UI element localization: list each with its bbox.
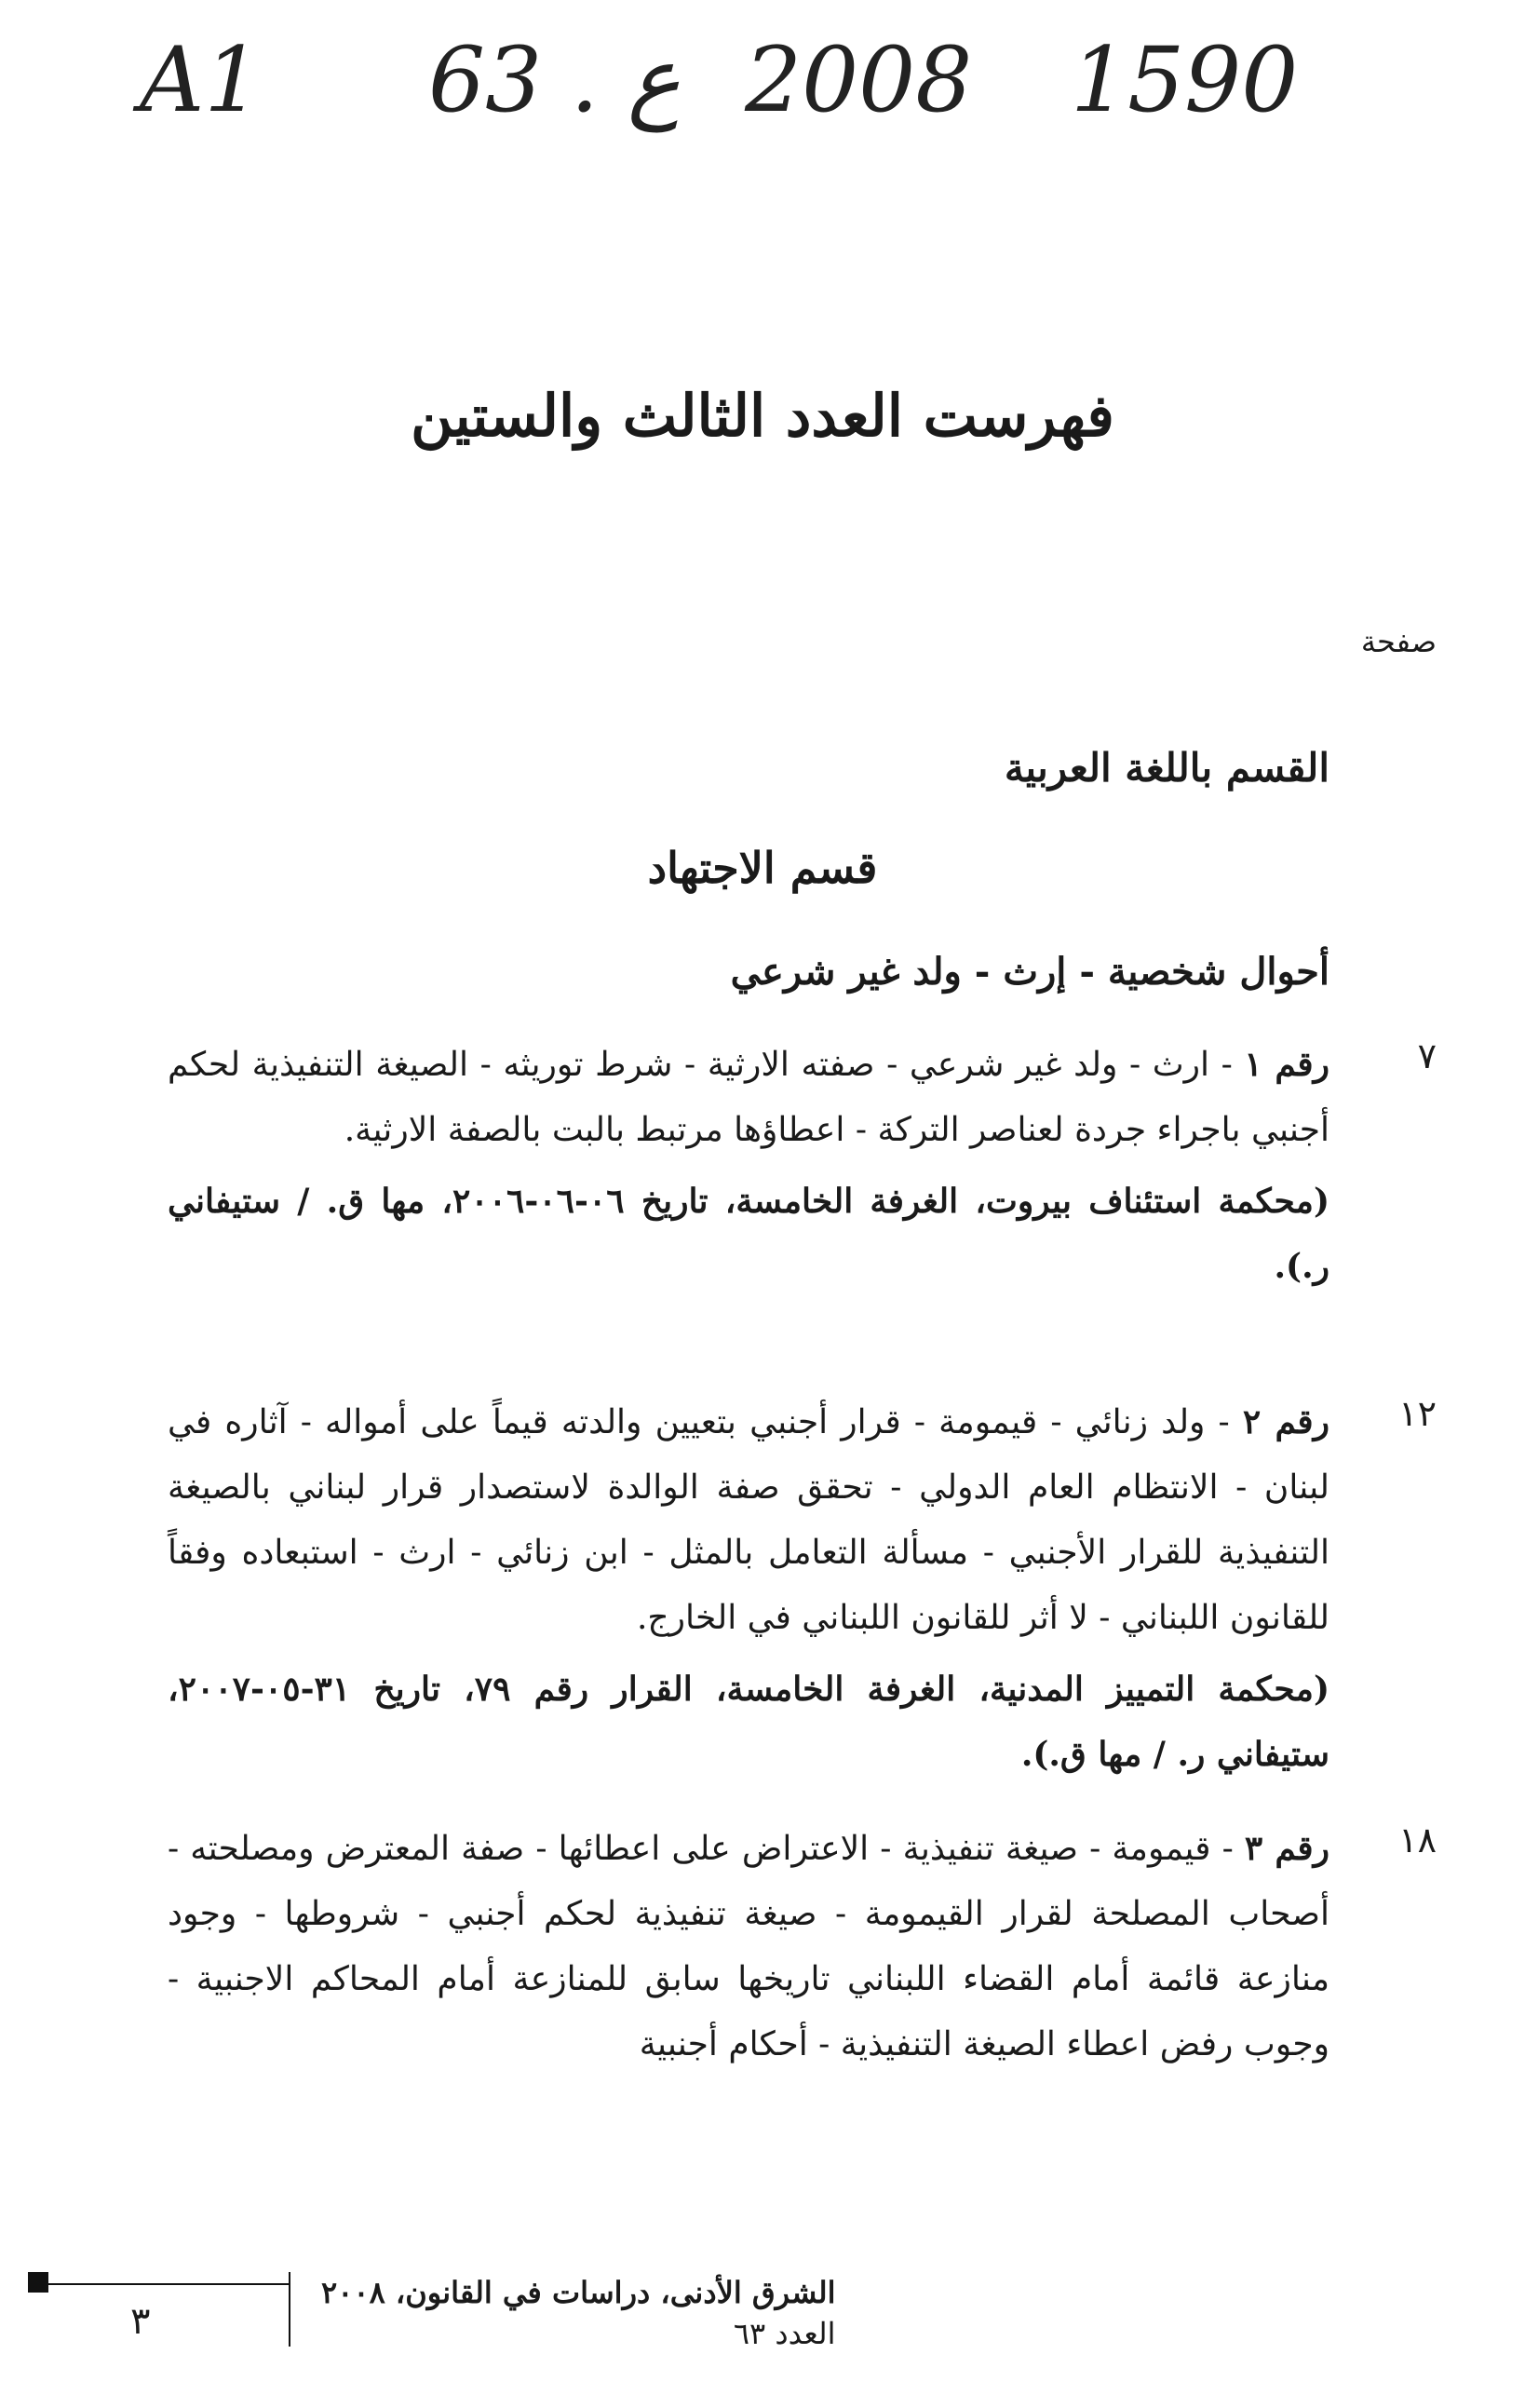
index-entry	[168, 1389, 1329, 1787]
index-entry	[168, 1032, 1329, 1299]
page-column-label: صفحة	[1360, 624, 1437, 659]
handwritten-number: 1590	[1071, 28, 1299, 132]
footer-journal: الشرق الأدنى، دراسات في القانون، ٢٠٠٨	[321, 2275, 836, 2310]
index-entry	[168, 1816, 1329, 2077]
handwritten-year: 2008	[745, 28, 973, 132]
entry-text	[168, 1816, 1329, 2077]
handwritten-annotation	[140, 28, 1350, 168]
handwritten-a1: A1	[140, 28, 262, 132]
entry-page-number: ١٢	[1398, 1393, 1437, 1434]
entry-body: - ارث - ولد غير شرعي - صفته الارثية - شرط توريثه - الصيغة التنفيذية لحكم أجنبي باجراء جردة لعناصر التركة - اعطاؤها مرتبط بالبت بالصفة الارثية.	[168, 1046, 1329, 1149]
section-type-heading: قسم الاجتهاد	[647, 843, 878, 893]
subject-heading: أحوال شخصية - إرث - ولد غير شرعي	[730, 950, 1329, 994]
entry-court-citation: (محكمة التمييز المدنية، الغرفة الخامسة، القرار رقم ٧٩، تاريخ ٣١-٠٥-٢٠٠٧، ستيفاني ر. / مها ق.).	[168, 1670, 1329, 1774]
footer-rule	[28, 2283, 289, 2285]
footer-divider	[289, 2272, 290, 2347]
section-language-heading: القسم باللغة العربية	[1004, 745, 1329, 791]
entry-court-citation: (محكمة استئناف بيروت، الغرفة الخامسة، تاريخ ٠٦-٠٦-٢٠٠٦، مها ق. / ستيفاني ر.).	[168, 1182, 1329, 1286]
entry-page-number: ١٨	[1398, 1820, 1437, 1860]
entry-page-number: ٧	[1417, 1035, 1437, 1076]
entry-body: - ولد زنائي - قيمومة - قرار أجنبي بتعيين والدته قيماً على أمواله - آثاره في لبنان - الانتظام العام الدولي - تحقق صفة الوالدة لاستصدار قرار لبناني بالصيغة التنفيذية للقرار الأجنبي - مسألة التعامل بالمثل - ابن زنائي - ارث - استبعاده وفقاً للقانون اللبناني - لا أثر للقانون اللبناني في الخارج.	[168, 1403, 1329, 1637]
footer-issue: العدد ٦٣	[733, 2316, 836, 2351]
entry-number: رقم ١	[1244, 1045, 1329, 1084]
footer-marker	[28, 2272, 48, 2293]
entry-text	[168, 1032, 1329, 1163]
entry-number: رقم ٣	[1244, 1829, 1329, 1868]
footer-page-number: ٣	[130, 2300, 151, 2343]
entry-body: - قيمومة - صيغة تنفيذية - الاعتراض على اعطائها - صفة المعترض ومصلحته - أصحاب المصلحة لقرار القيمومة - صيغة تنفيذية لحكم أجنبي - شروطها - وجود منازعة قائمة أمام القضاء اللبناني تاريخها سابق للمنازعة أمام المحاكم الاجنبية - وجوب رفض اعطاء الصيغة التنفيذية - أحكام أجنبية	[168, 1830, 1329, 2063]
entry-text	[168, 1389, 1329, 1651]
entry-number: رقم ٢	[1242, 1402, 1330, 1441]
page-title: فهرست العدد الثالث والستين	[411, 382, 1114, 450]
handwritten-issue: 63 . ع	[428, 28, 681, 132]
footer-citation	[321, 2272, 836, 2354]
